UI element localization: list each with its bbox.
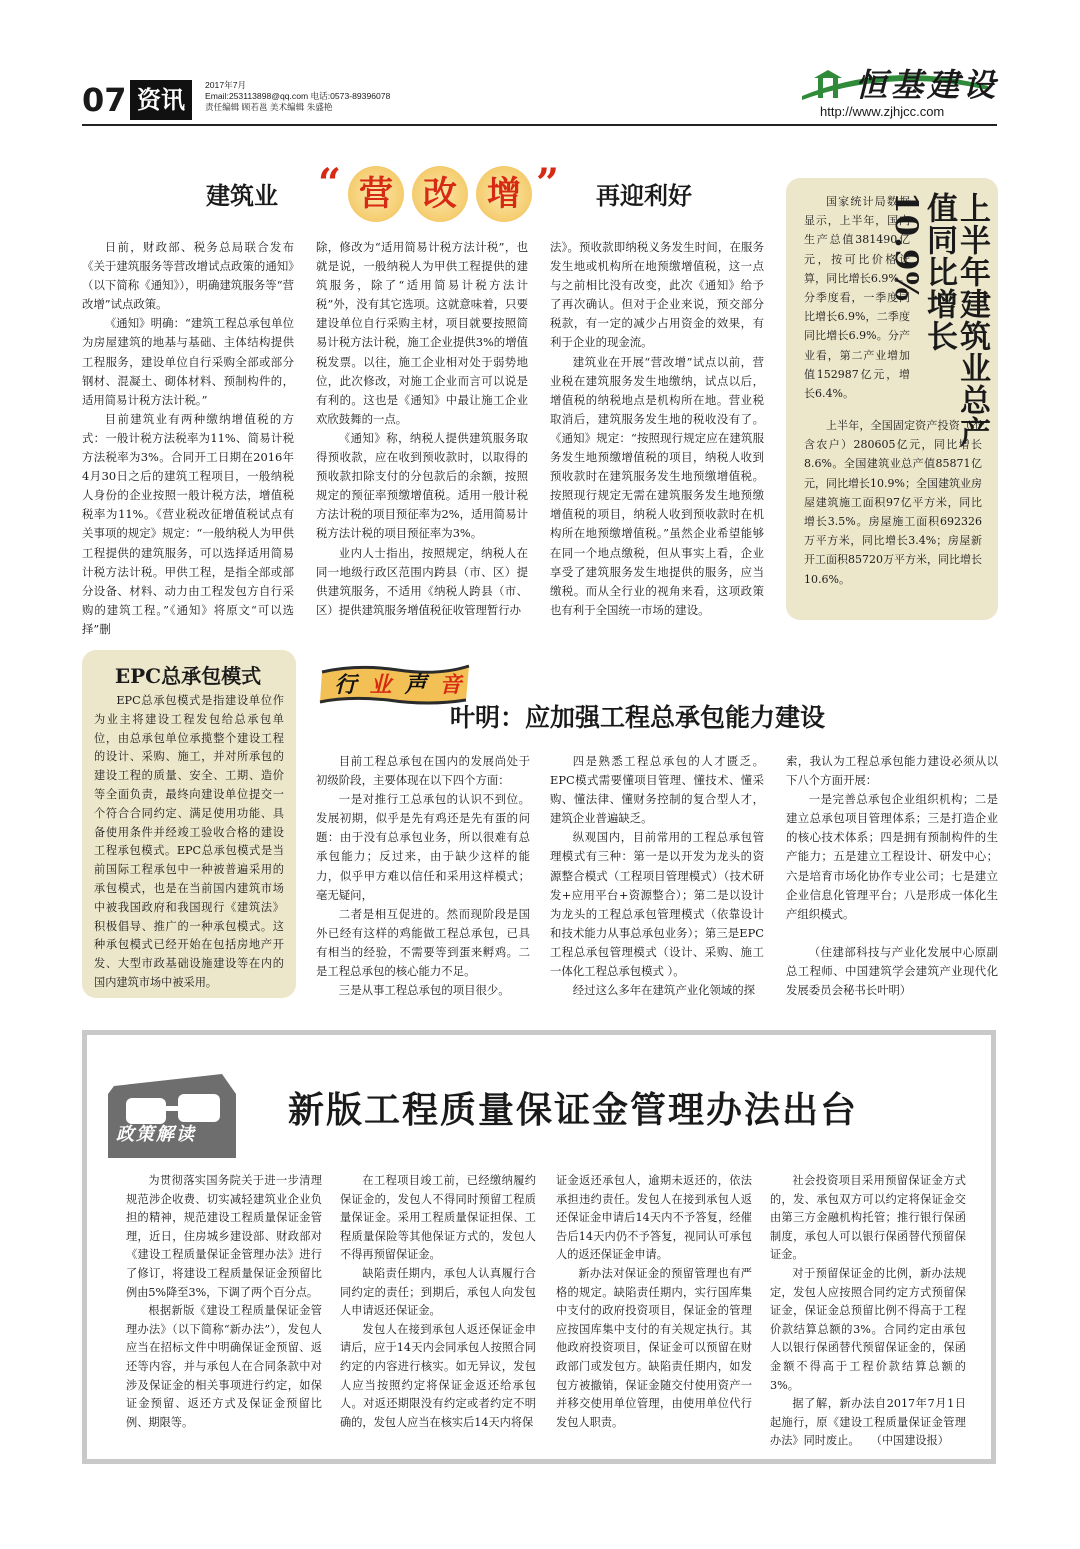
paragraph: 据了解，新办法自2017年7月1日起施行，原《建设工程质量保证金管理办法》同时废止。 （中国建设报） <box>770 1397 966 1448</box>
brand-name: 恒基建设 <box>855 66 1000 104</box>
paragraph: 《通知》称，纳税人提供建筑服务取得预收款，应在收到预收款时，以取得的预收款扣除支付的分包款后的余额，按照规定的预征率预缴增值税。适用一般计税方法计税的项目预征率为2%，适用简易计税方法计税的项目预征率为3%。 <box>316 430 528 541</box>
badge-char: 声 <box>404 673 427 698</box>
badge-char: 音 <box>439 673 462 698</box>
article1-col1 <box>82 238 294 639</box>
issue-date: 2017年7月 <box>205 80 247 90</box>
title-quote-close: ” <box>536 160 560 207</box>
paragraph: 目前建筑业有两种缴纳增值税的方式：一般计税方法税率为11%、简易计税方法税率为3%。合同开工日期在2016年4月30日之后的建筑工程项目，一般纳税人身份的企业按照一般计税方法，增值税税率为11%。《营业税改征增值税试点有关事项的规定》规定：“一般纳税人为甲供工程提供的建筑服务，可以选择适用简易计税方法计税。甲供工程，是指全部或部分设备、材料、动力由工程发包方自行采购的建筑工程。”《通知》将原文“可以选择”删 <box>82 411 294 636</box>
paragraph: 二者是相互促进的。然而现阶段是国外已经有这样的鸡能做工程总承包，已具有相当的经验，不需要等到蛋来孵鸡。二是工程总承包的核心能力不足。 <box>316 906 530 979</box>
policy-icon-label: 政策解读 <box>116 1124 196 1145</box>
paragraph: 对于预留保证金的比例，新办法规定，发包人应按照合同约定方式预留保证金，保证金总预留比例不得高于工程价款结算总额的3%。合同约定由承包人以银行保函替代预留保证金的，保函金额不得高于工程价款结算总额的3%。 <box>770 1266 966 1392</box>
paragraph: 新办法对保证金的预留管理也有严格的规定。缺陷责任期内，实行国库集中支付的政府投资项目，保证金的管理应按国库集中支付的有关规定执行。其他政府投资项目，保证金可以预留在财政部门或发包方。缺陷责任期内，如发包方被撤销，保证金随交付使用资产一并移交使用单位管理，由使用单位代行发包人职责。 <box>556 1266 752 1429</box>
title-quote-open: “ <box>318 160 342 207</box>
sidebox-text-wide <box>804 416 982 589</box>
paragraph: 一是对推行工总承包的认识不到位。发展初期，似乎是先有鸡还是先有蛋的问题：由于没有总承包业务，所以很难有总承包能力；反过来，由于缺少这样的能力，似乎甲方难以信任和采用这样模式；毫无疑问， <box>316 792 530 902</box>
policy-title: 新版工程质量保证金管理办法出台 <box>288 1090 859 1131</box>
paragraph: 四是熟悉工程总承包的人才匮乏。EPC模式需要懂项目管理、懂技术、懂采购、懂法律、懂财务控制的复合型人才，建筑企业普遍缺乏。 <box>550 754 764 826</box>
sidebox-text-narrow <box>804 192 910 403</box>
article1-title-suffix: 再迎利好 <box>596 182 692 210</box>
industry-voice-badge <box>328 668 468 699</box>
paragraph: 经过这么多年在建筑产业化领域的探 <box>572 983 756 998</box>
policy-col3 <box>556 1172 752 1432</box>
paragraph: 发包人在接到承包人返还保证金申请后，应于14天内会同承包人按照合同约定的内容进行核实。如无异议，发包人应当按照约定将保证金返还给承包人。对返还期限没有约定或者约定不明确的，发包人应当在核实后14天内将保 <box>340 1322 536 1429</box>
article1-col2 <box>316 238 528 620</box>
paragraph: 证金返还承包人，逾期未返还的，依法承担违约责任。发包人在接到承包人返还保证金申请后14天内不予答复，经催告后14天内仍不予答复，视同认可承包人的返还保证金申请。 <box>556 1174 752 1262</box>
voice-col1 <box>316 752 530 1000</box>
paragraph: 除，修改为“适用简易计税方法计税”，也就是说，一般纳税人为甲供工程提供的建筑服务，除了“适用简易计税方法计税”外，没有其它选项。这就意味着，只要建设单位自行采购主材，项目就要按照简易计税方法计税，施工企业提供3%的增值税发票。以往，施工企业相对处于弱势地位，此次修改，对施工企业而言可以说是有利的。这也是《通知》中最让施工企业欢欣鼓舞的一点。 <box>316 240 528 426</box>
article1-title-prefix: 建筑业 <box>206 182 278 210</box>
epc-text <box>94 692 284 993</box>
paragraph: 缺陷责任期内，承包人认真履行合同约定的责任；到期后，承包人向发包人申请返还保证金。 <box>340 1266 536 1318</box>
section-label: 资讯 <box>130 80 192 120</box>
paragraph: 目前工程总承包在国内的发展尚处于初级阶段，主要体现在以下四个方面： <box>316 754 530 788</box>
contact-line: Email:253113898@qq.com 电话:0573-89396078 <box>205 91 391 101</box>
paragraph: （住建部科技与产业化发展中心原副总工程师、中国建筑学会建筑产业现代化发展委员会秘书长叶明） <box>786 944 998 998</box>
paragraph: 三是从事工程总承包的项目很少。 <box>338 983 510 998</box>
voice-col3 <box>786 752 998 1000</box>
website-link[interactable]: http://www.zjhjcc.com <box>820 104 945 119</box>
paragraph: 建筑业在开展“营改增”试点以前，营业税在建筑服务发生地缴纳，试点以后，增值税的纳税地点是机构所在地。营业税取消后，建筑服务发生地的税收没有了。《通知》规定：“按照现行规定应在建筑服务发生地预缴增值税的项目，纳税人收到预收款时在建筑服务发生地预缴增值税。按照现行规定无需在建筑服务发生地预缴增值税的项目，纳税人收到预收款时在机构所在地预缴增值税。”虽然企业希望能够在同一个地点缴税，但从事实上看，企业享受了建筑服务发生地提供的服务，应当缴税。而从全行业的视角来看，这项政策也有利于全国统一市场的建设。 <box>550 354 764 617</box>
badge-char: 业 <box>369 673 392 698</box>
paragraph: 上半年，全国固定资产投资（不含农户）280605亿元，同比增长8.6%。全国建筑业总产值85871亿元，同比增长10.9%；全国建筑业房屋建筑施工面积97亿平方米，同比增长3.5%。房屋施工面积692326万平方米，同比增长3.4%；房屋新开工面积85720万平方米，同比增长10.6%。 <box>804 419 982 586</box>
epc-title: EPC总承包模式 <box>114 664 262 688</box>
paragraph: 纵观国内，目前常用的工程总承包管理模式有三种：第一是以开发为龙头的资源整合模式（工程项目管理模式）（技术研发+应用平台+资源整合）；第二是以设计为龙头的工程总承包管理模式（依靠设计和技术能力从事总承包业务）；第三是EPC工程总承包管理模式（设计、采购、施工一体化工程总承包模式 ）。 <box>550 830 764 979</box>
paragraph: 日前，财政部、税务总局联合发布《关于建筑服务等营改增试点政策的通知》（以下简称《通知》），明确建筑服务等“营改增”试点政策。 <box>82 240 294 312</box>
paragraph: 一是完善总承包企业组织机构；二是建立总承包项目管理体系；三是打造企业的核心技术体系；四是拥有预制构件的生产能力；五是建立工程设计、研发中心；六是培育市场化协作专业公司；七是建立企业信息化管理平台；八是形成一体化生产组织模式。 <box>786 792 998 921</box>
paragraph: EPC总承包模式是指建设单位作为业主将建设工程发包给总承包单位，由总承包单位承揽整个建设工程的设计、采购、施工，并对所承包的建设工程的质量、安全、工期、造价等全面负责，最终向建设单位提交一个符合合同约定、满足使用功能、具备使用条件并经竣工验收合格的建设工程承包模式。EPC总承包模式是当前国际工程承包中一种被普遍采用的承包模式，也是在当前国内建筑市场中被我国政府和我国现行《建筑法》积极倡导、推广的一种承包模式。这种承包模式已经开始在包括房地产开发、大型市政基础设施建设等在内的国内建筑市场中被采用。 <box>94 694 284 989</box>
header-rule <box>82 124 997 126</box>
sidebox-title: 上半年建筑业总产值同比增长10.9% <box>888 192 990 448</box>
title-char-3: 增 <box>476 166 532 222</box>
article1-col3 <box>550 238 764 620</box>
voice-col2 <box>550 752 764 1000</box>
paragraph: 索，我认为工程总承包能力建设必须从以下八个方面开展： <box>786 754 998 788</box>
policy-col1 <box>126 1172 322 1432</box>
paragraph: 业内人士指出，按照规定，纳税人在同一地级行政区范围内跨县（市、区）提供建筑服务，不适用《纳税人跨县（市、区）提供建筑服务增值税征收管理暂行办 <box>316 545 528 617</box>
paragraph: 社会投资项目采用预留保证金方式的，发、承包双方可以约定将保证金交由第三方金融机构托管；推行银行保函制度，承包人可以银行保函替代预留保证金。 <box>770 1174 966 1262</box>
paragraph: 国家统计局数据显示，上半年，国内生产总值381490亿元，按可比价格计算，同比增长6.9%。分季度看，一季度同比增长6.9%，二季度同比增长6.9%。分产业看，第二产业增加值152987亿元，增长6.4%。 <box>804 195 910 401</box>
editor-line: 责任编辑 顾若邕 美术编辑 朱盛艳 <box>205 102 333 112</box>
paragraph: 为贯彻落实国务院关于进一步清理规范涉企收费、切实减轻建筑业企业负担的精神，规范建设工程质量保证金管理，近日，住房城乡建设部、财政部对《建设工程质量保证金管理办法》进行了修订，将建设工程质量保证金预留比例由5%降至3%，下调了两个百分点。 <box>126 1174 322 1299</box>
title-char-1: 营 <box>348 166 404 222</box>
badge-char: 行 <box>334 673 357 698</box>
paragraph: 在工程项目竣工前，已经缴纳履约保证金的，发包人不得同时预留工程质量保证金。采用工程质量保证担保、工程质量保险等其他保证方式的，发包人不得再预留保证金。 <box>340 1174 536 1262</box>
paragraph: 法》。预收款即纳税义务发生时间，在服务发生地或机构所在地预缴增值税，这一点与之前相比没有改变，此次《通知》给予了再次确认。但对于企业来说，预交部分税款，有一定的减少占用资金的效果，有利于企业的现金流。 <box>550 240 764 350</box>
page-number: 07 <box>82 81 127 119</box>
industry-voice-title: 叶明：应加强工程总承包能力建设 <box>450 703 826 732</box>
header-info <box>205 80 390 113</box>
policy-col4 <box>770 1172 966 1451</box>
paragraph: 《通知》明确：“建筑工程总承包单位为房屋建筑的地基与基础、主体结构提供工程服务，建设单位自行采购全部或部分钢材、混凝土、砌体材料、预制构件的，适用简易计税方法计税。” <box>82 316 294 407</box>
policy-col2 <box>340 1172 536 1432</box>
title-char-2: 改 <box>412 166 468 222</box>
paragraph: 根据新版《建设工程质量保证金管理办法》（以下简称“新办法”），发包人应当在招标文件中明确保证金预留、返还等内容，并与承包人在合同条款中对涉及保证金的相关事项进行约定，如保证金预留、返还方式及保证金预留比例、期限等。 <box>126 1304 322 1429</box>
